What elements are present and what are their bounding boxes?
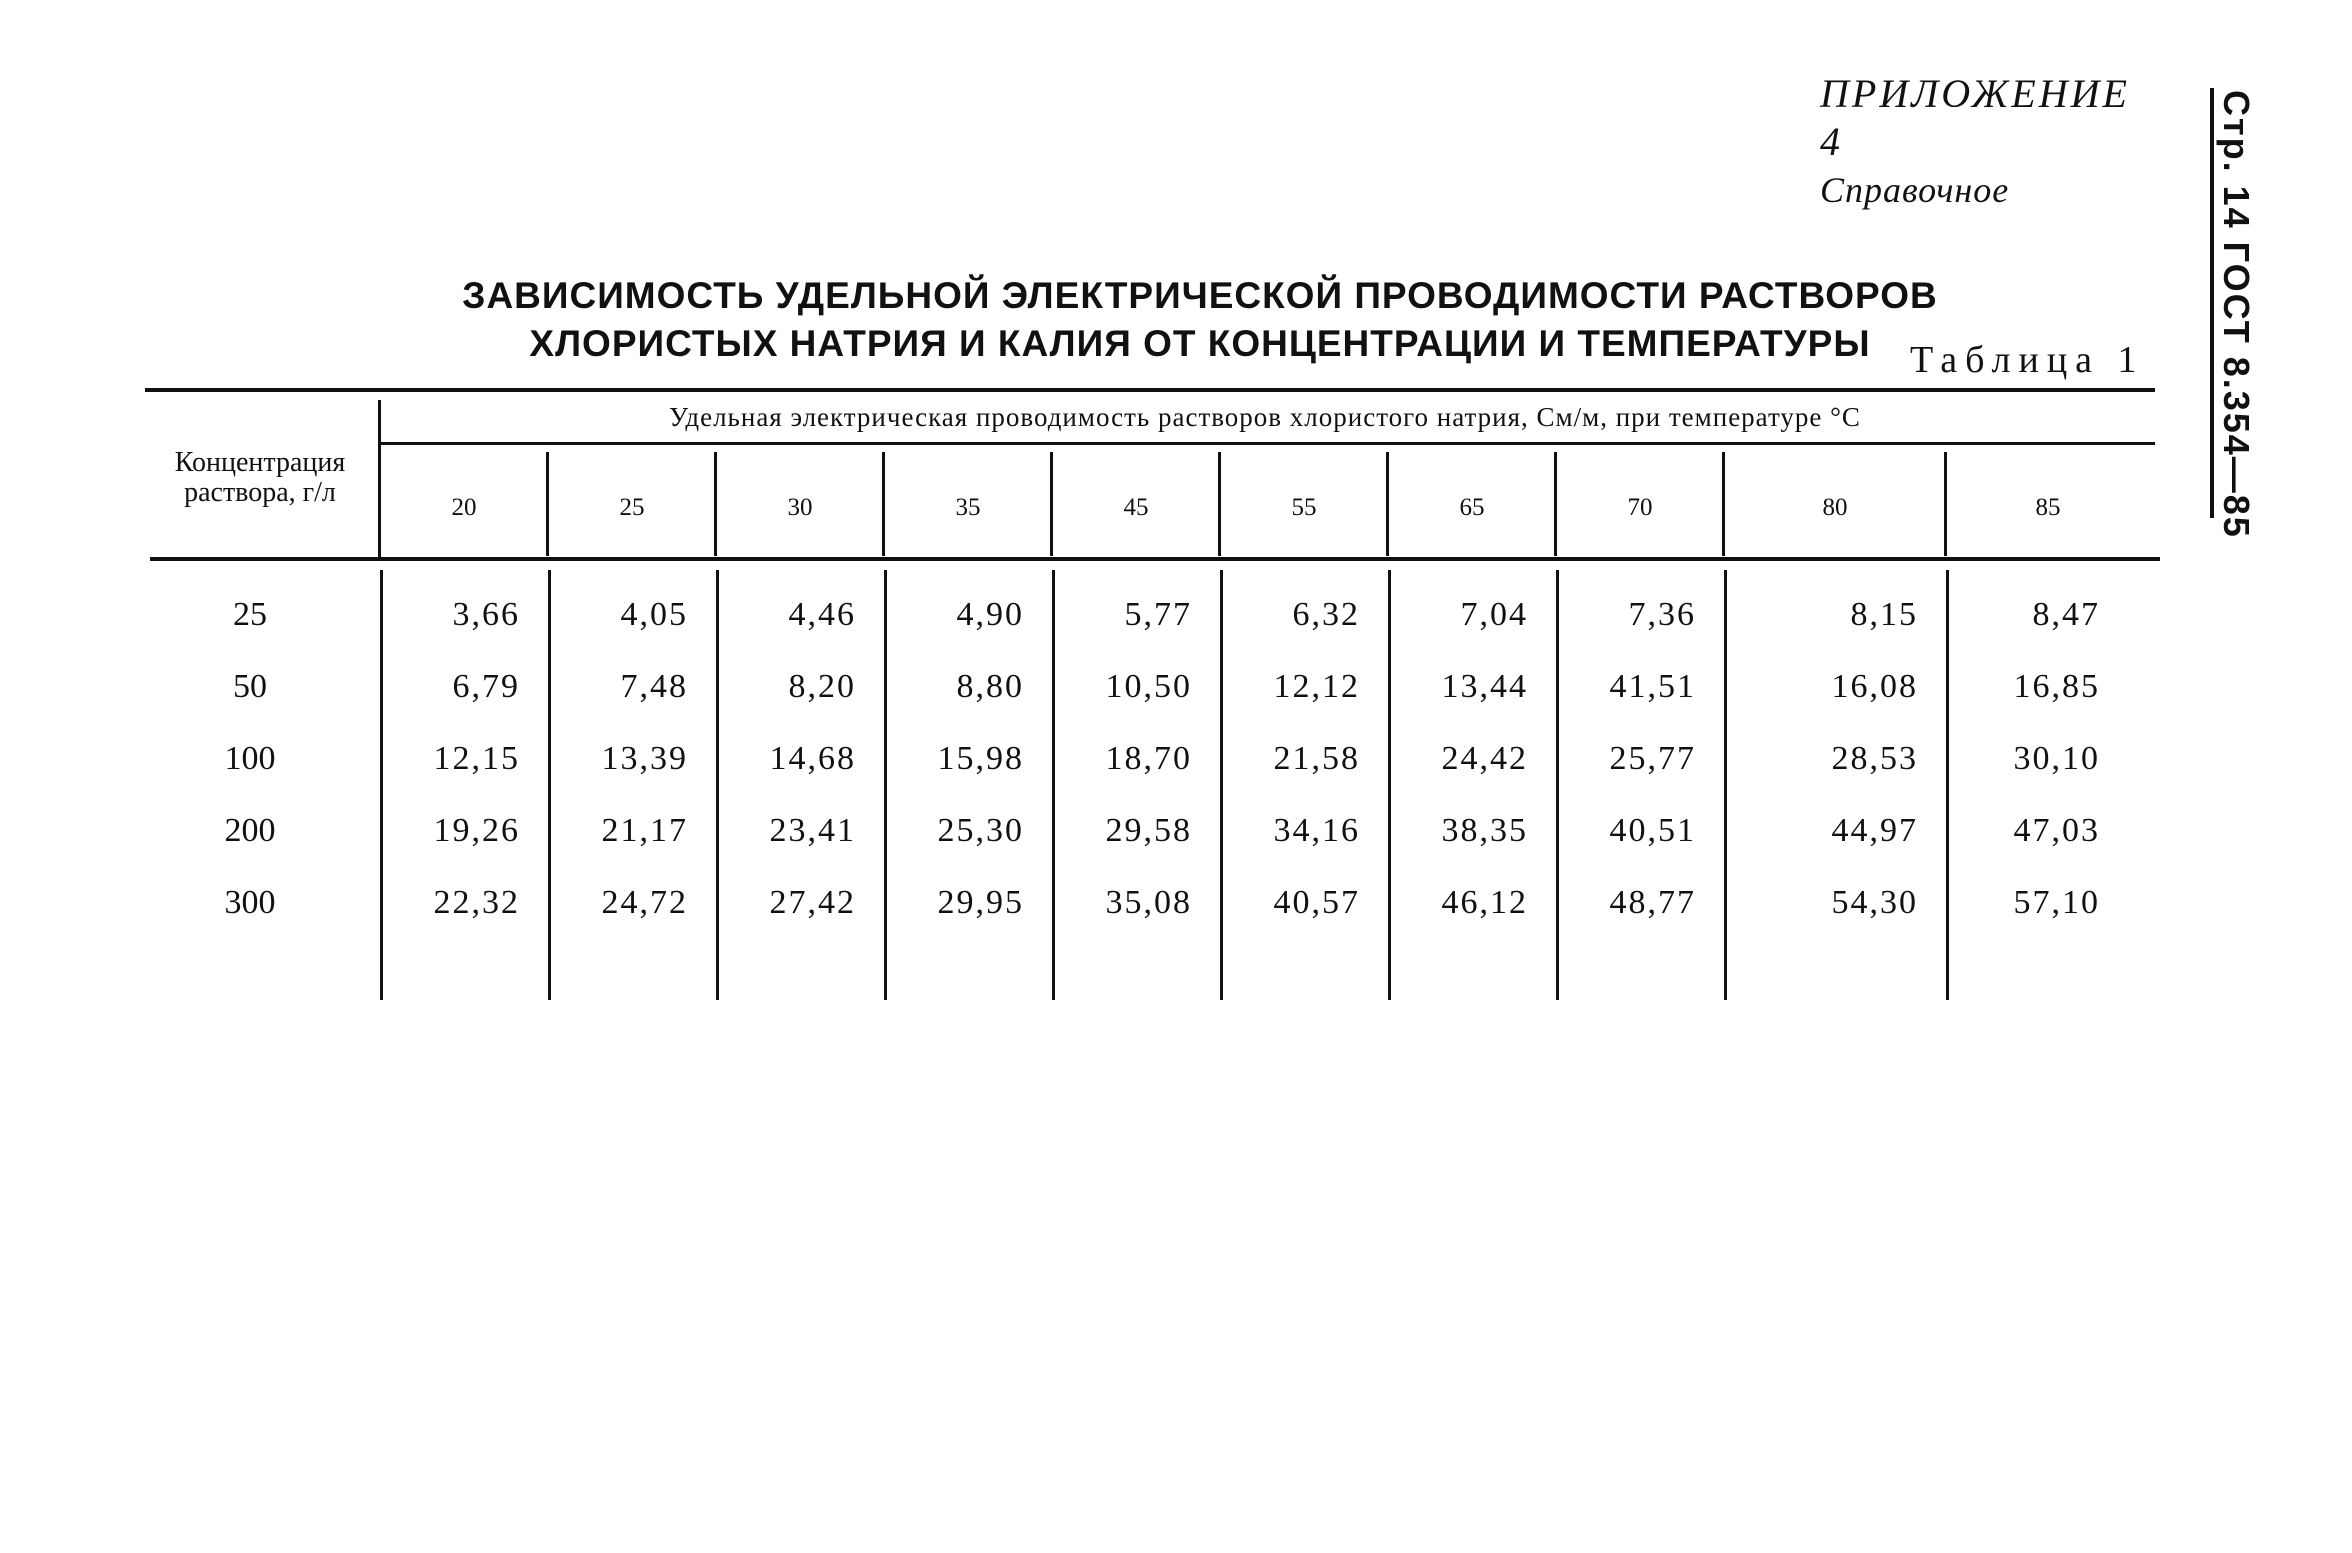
conductivity-value-cell: 13,44 (1441, 668, 1528, 705)
conductivity-value-cell: 8,20 (788, 668, 856, 705)
conductivity-value-cell: 54,30 (1831, 884, 1918, 921)
conductivity-value-cell: 4,90 (956, 596, 1024, 633)
document-title (300, 272, 2100, 368)
conductivity-value-cell: 30,10 (2013, 740, 2100, 777)
conductivity-value-cell: 24,42 (1441, 740, 1528, 777)
conductivity-value-cell: 12,12 (1273, 668, 1360, 705)
conductivity-value-cell: 25,30 (937, 812, 1024, 849)
concentration-cell: 300 (224, 884, 276, 921)
conductivity-value-cell: 28,53 (1831, 740, 1918, 777)
conductivity-value-cell: 4,46 (788, 596, 856, 633)
temperature-header-cell: 45 (1123, 494, 1149, 521)
conductivity-value-cell: 8,15 (1850, 596, 1918, 633)
conductivity-value-cell: 41,51 (1609, 668, 1696, 705)
body-column-divider (548, 570, 551, 1000)
body-column-divider (1724, 570, 1727, 1000)
conductivity-value-cell: 16,85 (2013, 668, 2100, 705)
conductivity-value-cell: 13,39 (601, 740, 688, 777)
body-column-divider (1052, 570, 1055, 1000)
conductivity-value-cell: 5,77 (1124, 596, 1192, 633)
body-column-divider (884, 570, 887, 1000)
table-label: Таблица 1 (1910, 339, 2145, 381)
temperature-header-cell: 25 (619, 494, 645, 521)
conductivity-value-cell: 15,98 (937, 740, 1024, 777)
conductivity-value-cell: 7,36 (1628, 596, 1696, 633)
body-column-divider (1388, 570, 1391, 1000)
page-standard-label: Стр. 14 ГОСТ 8.354—85 (2216, 90, 2257, 539)
conductivity-value-cell: 29,58 (1105, 812, 1192, 849)
conductivity-value-cell: 12,15 (433, 740, 520, 777)
appendix-heading (1820, 70, 2160, 214)
conductivity-value-cell: 44,97 (1831, 812, 1918, 849)
conductivity-value-cell: 40,57 (1273, 884, 1360, 921)
conductivity-value-cell: 10,50 (1105, 668, 1192, 705)
conductivity-value-cell: 23,41 (769, 812, 856, 849)
conductivity-value-cell: 47,03 (2013, 812, 2100, 849)
temperature-header-cell: 55 (1291, 494, 1317, 521)
concentration-header: Концентрация раствора, г/л (174, 447, 346, 508)
conductivity-value-cell: 25,77 (1609, 740, 1696, 777)
concentration-cell: 200 (224, 812, 276, 849)
temperature-header-cell: 85 (2035, 494, 2061, 521)
body-column-divider (716, 570, 719, 1000)
temperature-header-cell: 80 (1822, 494, 1848, 521)
conductivity-value-cell: 8,80 (956, 668, 1024, 705)
conductivity-value-cell: 19,26 (433, 812, 520, 849)
body-column-divider (380, 570, 383, 1000)
conductivity-value-cell: 21,17 (601, 812, 688, 849)
appendix-type: Справочное (1820, 170, 2010, 210)
conductivity-value-cell: 6,79 (452, 668, 520, 705)
temperature-header-cell: 65 (1459, 494, 1485, 521)
conductivity-value-cell: 7,04 (1460, 596, 1528, 633)
conductivity-value-cell: 22,32 (433, 884, 520, 921)
conductivity-value-cell: 46,12 (1441, 884, 1528, 921)
conductivity-value-cell: 29,95 (937, 884, 1024, 921)
header-column-divider (378, 400, 381, 557)
conductivity-value-cell: 27,42 (769, 884, 856, 921)
conductivity-value-cell: 34,16 (1273, 812, 1360, 849)
temperature-header-cell: 70 (1627, 494, 1653, 521)
conductivity-value-cell: 57,10 (2013, 884, 2100, 921)
temperature-header-cell: 35 (955, 494, 981, 521)
concentration-cell: 25 (233, 596, 267, 633)
title-line-2: ХЛОРИСТЫХ НАТРИЯ И КАЛИЯ ОТ КОНЦЕНТРАЦИИ И ТЕМПЕРАТУРЫ (529, 323, 1871, 364)
span-header-rule (380, 442, 2155, 445)
temperature-header-cell: 30 (787, 494, 813, 521)
appendix-title: ПРИЛОЖЕНИЕ 4 (1820, 71, 2130, 164)
conductivity-value-cell: 24,72 (601, 884, 688, 921)
conductivity-span-header: Удельная электрическая проводимость растворов хлористого натрия, См/м, при температуре °С (669, 402, 1861, 432)
table-top-rule (145, 388, 2155, 392)
conductivity-value-cell: 16,08 (1831, 668, 1918, 705)
conductivity-value-cell: 40,51 (1609, 812, 1696, 849)
conductivity-value-cell: 8,47 (2032, 596, 2100, 633)
title-line-1: ЗАВИСИМОСТЬ УДЕЛЬНОЙ ЭЛЕКТРИЧЕСКОЙ ПРОВОДИМОСТИ РАСТВОРОВ (462, 275, 1938, 316)
concentration-cell: 100 (224, 740, 276, 777)
conductivity-value-cell: 21,58 (1273, 740, 1360, 777)
conductivity-value-cell: 38,35 (1441, 812, 1528, 849)
conductivity-value-cell: 48,77 (1609, 884, 1696, 921)
conductivity-value-cell: 35,08 (1105, 884, 1192, 921)
conductivity-value-cell: 3,66 (452, 596, 520, 633)
conductivity-value-cell: 18,70 (1105, 740, 1192, 777)
concentration-cell: 50 (233, 668, 267, 705)
conductivity-value-cell: 7,48 (620, 668, 688, 705)
side-rule (2210, 88, 2214, 518)
header-bottom-rule (150, 557, 2160, 561)
body-column-divider (1220, 570, 1223, 1000)
conductivity-value-cell: 6,32 (1292, 596, 1360, 633)
body-column-divider (1946, 570, 1949, 1000)
temperature-header-cell: 20 (451, 494, 477, 521)
conductivity-value-cell: 4,05 (620, 596, 688, 633)
conductivity-value-cell: 14,68 (769, 740, 856, 777)
body-column-divider (1556, 570, 1559, 1000)
